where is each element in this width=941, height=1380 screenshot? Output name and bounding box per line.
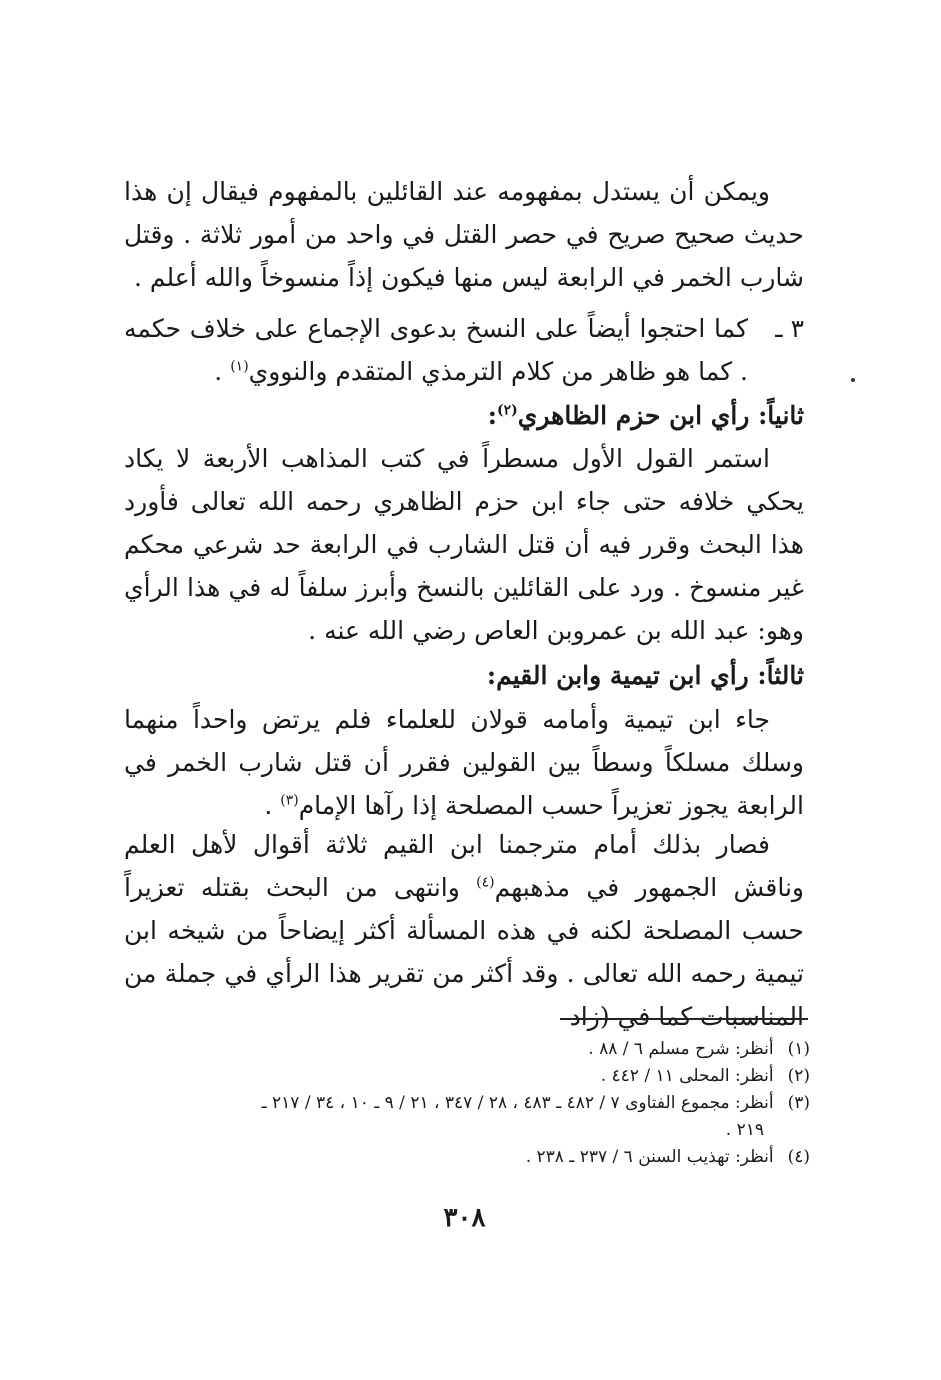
footnote-number: (٤) [787,1147,810,1167]
footnote-text: أنظر: المحلى ١١ / ٤٤٢ . [600,1066,774,1086]
footnote-continuation: ٢١٩ . [725,1120,764,1140]
section-heading-text: ثانياً: رأي ابن حزم الظاهري [517,401,804,430]
footnote-divider [560,1018,808,1020]
list-item-number: ٣ ـ [775,314,804,343]
section-heading-colon: : [487,401,497,430]
section-heading-ibn-taymiyyah [124,656,804,696]
footnote-2 [110,1063,810,1090]
paragraph-end: . [264,791,281,820]
footnote-ref-1: (١) [230,358,249,375]
footnote-1 [110,1036,810,1063]
page-number: ٣٠٨ [443,1203,486,1233]
footnote-number: (٣) [787,1093,810,1113]
section-heading-text: ثالثاً: رأي ابن تيمية وابن القيم: [486,661,804,690]
scan-speck [851,378,855,382]
intro-paragraph-text: ويمكن أن يستدل بمفهومه عند القائلين بالمفهوم فيقال إن هذا حديث صحيح صريح في حصر القتل في واحد من أمور ثلاثة . وقتل شارب الخمر في الرابعة ليس منها فيكون إذاً منسوخاً والله أعلم . [124,177,804,292]
footnote-ref-2: (٢) [497,402,518,419]
ibn-taymiyyah-paragraph [124,698,804,827]
footnote-3 [110,1090,810,1144]
list-item-3 [124,307,804,393]
section-heading-ibn-hazm [124,396,804,436]
intro-paragraph [124,170,804,299]
footnotes [110,1036,810,1171]
closing-text-part1: فصار بذلك أمام مترجمنا ابن القيم ثلاثة أقوال لأهل العلم وناقش الجمهور في مذهبهم [124,830,805,902]
footnote-text: أنظر: تهذيب السنن ٦ / ٢٣٧ ـ ٢٣٨ . [525,1147,774,1167]
footnote-ref-4: (٤) [476,874,495,891]
footnote-number: (١) [787,1039,810,1059]
ibn-hazm-text: استمر القول الأول مسطراً في كتب المذاهب الأربعة لا يكاد يحكي خلافه حتى جاء ابن حزم الظاهري رحمه الله تعالى فأورد هذا البحث وقرر فيه أن قتل الشارب في الرابعة حد شرعي محكم غير منسوخ . ورد على القائلين بالنسخ وأبرز سلفاً له في هذا الرأي وهو: عبد الله بن عمروبن العاص رضي الله عنه . [124,444,804,645]
footnote-ref-3: (٣) [280,792,299,809]
ibn-hazm-paragraph [124,437,804,652]
footnote-4 [110,1144,810,1171]
list-item-end: . [214,357,231,386]
footnote-number: (٢) [787,1066,810,1086]
footnote-text: أنظر: مجموع الفتاوى ٧ / ٤٨٢ ـ ٤٨٣ ، ٢٨ / ٣٤٧ ، ٢١ / ٩ ـ ١٠ ، ٣٤ / ٢١٧ ـ [261,1093,774,1113]
footnote-text: أنظر: شرح مسلم ٦ / ٨٨ . [588,1039,774,1059]
list-item-body [124,307,748,393]
list-item-text: كما احتجوا أيضاً على النسخ بدعوى الإجماع على خلاف حكمه . كما هو ظاهر من كلام الترمذي المتقدم والنووي [124,314,748,386]
ibn-taymiyyah-text: جاء ابن تيمية وأمامه قولان للعلماء فلم يرتض واحداً منهما وسلك مسلكاً وسطاً بين القولين فقرر أن قتل شارب الخمر في الرابعة يجوز تعزيراً حسب المصلحة إذا رآها الإمام [124,705,804,820]
closing-paragraph [124,823,804,1038]
closing-text-part2: وانتهى من البحث بقتله تعزيراً حسب المصلحة لكنه في هذه المسألة أكثر إيضاحاً من شيخه ابن تيمية رحمه الله تعالى . وقد أكثر من تقرير هذا الرأي في جملة من المناسبات كما في (زاد [124,873,804,1031]
